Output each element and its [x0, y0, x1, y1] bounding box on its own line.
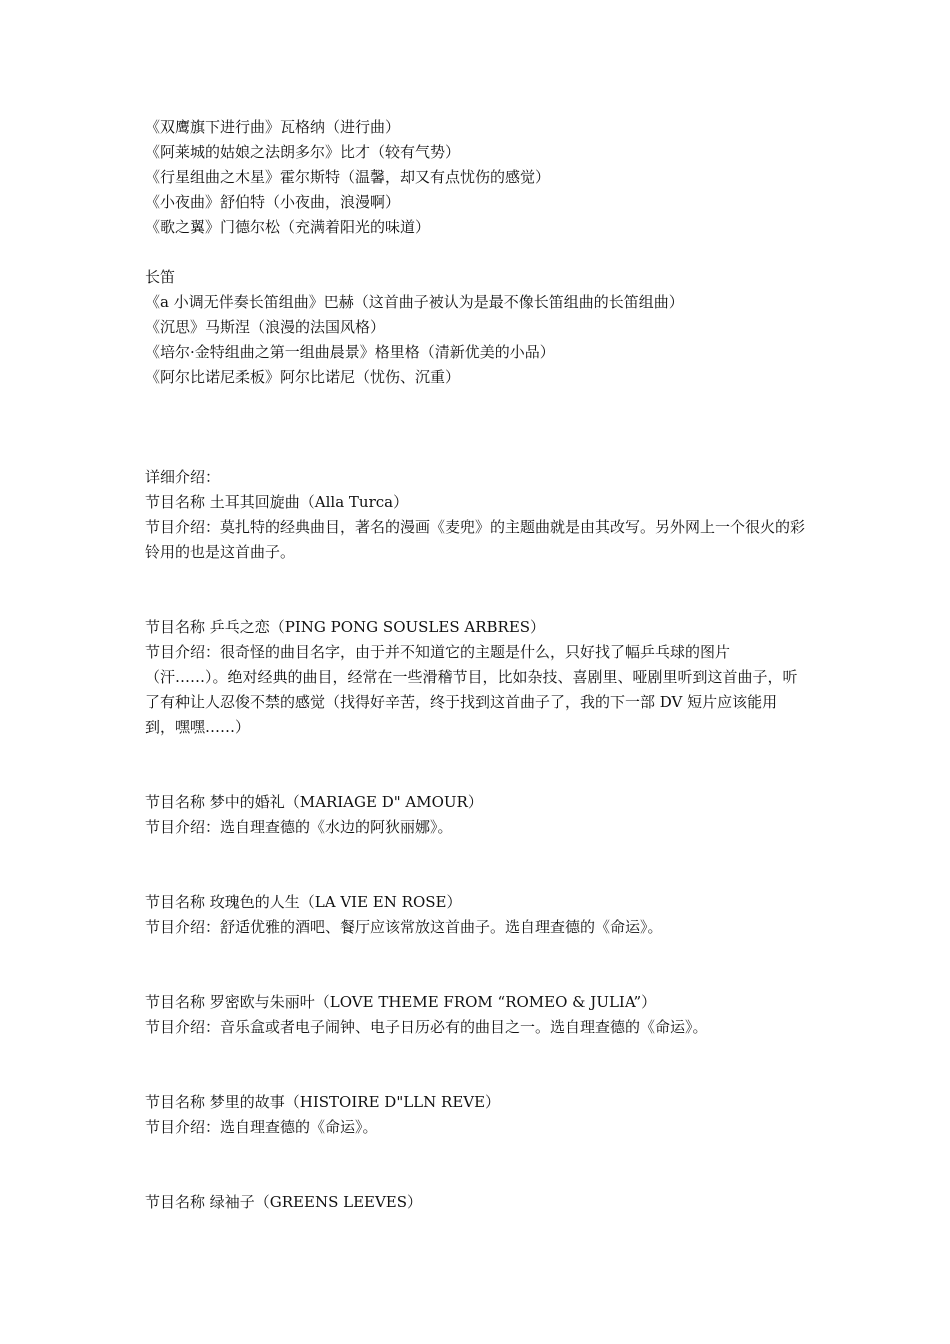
list-item: 《阿尔比诺尼柔板》阿尔比诺尼（忧伤、沉重） — [145, 368, 461, 386]
program-entry — [145, 1190, 810, 1215]
list-item: 《a 小调无伴奏长笛组曲》巴赫（这首曲子被认为是最不像长笛组曲的长笛组曲） — [145, 293, 684, 311]
program-name: 节目名称 玫瑰色的人生（LA VIE EN ROSE） — [145, 893, 462, 911]
program-name: 节目名称 土耳其回旋曲（Alla Turca） — [145, 493, 409, 511]
program-entry — [145, 1090, 810, 1140]
program-name: 节目名称 罗密欧与朱丽叶（LOVE THEME FROM “ROMEO & JULIA”） — [145, 993, 657, 1011]
spacer — [145, 840, 810, 890]
list-item: 《小夜曲》舒伯特（小夜曲，浪漫啊） — [145, 193, 401, 211]
program-entry — [145, 490, 810, 565]
program-description: 节目介绍：很奇怪的曲目名字，由于并不知道它的主题是什么，只好找了幅乒乓球的图片（汗……）。绝对经典的曲目，经常在一些滑稽节目，比如杂技、喜剧里、哑剧里听到这首曲子，听了有种让人忍俊不禁的感觉（找得好辛苦，终于找到这首曲子了，我的下一部 DV 短片应该能用到，嘿嘿……） — [145, 643, 798, 736]
program-description: 节目介绍：舒适优雅的酒吧、餐厅应该常放这首曲子。选自理查德的《命运》。 — [145, 918, 663, 936]
program-description: 节目介绍：音乐盒或者电子闹钟、电子日历必有的曲目之一。选自理查德的《命运》。 — [145, 1018, 708, 1036]
section-heading: 长笛 — [145, 268, 176, 286]
list-item: 《歌之翼》门德尔松（充满着阳光的味道） — [145, 218, 431, 236]
spacer — [145, 565, 810, 615]
program-description: 节目介绍：选自理查德的《命运》。 — [145, 1118, 378, 1136]
program-entry — [145, 615, 810, 740]
list-item: 《沉思》马斯涅（浪漫的法国风格） — [145, 318, 386, 336]
program-name: 节目名称 绿袖子（GREENS LEEVES） — [145, 1193, 423, 1211]
intro-list — [145, 115, 810, 240]
spacer — [145, 1140, 810, 1190]
program-name: 节目名称 梦中的婚礼（MARIAGE D" AMOUR） — [145, 793, 483, 811]
program-entry — [145, 790, 810, 840]
list-item: 《行星组曲之木星》霍尔斯特（温馨，却又有点忧伤的感觉） — [145, 168, 551, 186]
list-item: 《培尔·金特组曲之第一组曲晨景》格里格（清新优美的小品） — [145, 343, 555, 361]
program-description: 节目介绍：选自理查德的《水边的阿狄丽娜》。 — [145, 818, 453, 836]
spacer — [145, 240, 810, 265]
program-entry — [145, 890, 810, 940]
program-name: 节目名称 梦里的故事（HISTOIRE D"LLN REVE） — [145, 1093, 501, 1111]
program-name: 节目名称 乒乓之恋（PING PONG SOUSLES ARBRES） — [145, 618, 546, 636]
section-heading: 详细介绍： — [145, 468, 221, 486]
program-description: 节目介绍：莫扎特的经典曲目，著名的漫画《麦兜》的主题曲就是由其改写。另外网上一个很火的彩铃用的也是这首曲子。 — [145, 518, 806, 561]
list-item: 《阿莱城的姑娘之法朗多尔》比才（较有气势） — [145, 143, 461, 161]
program-entry — [145, 990, 810, 1040]
spacer — [145, 390, 810, 465]
details-section — [145, 465, 810, 1215]
spacer — [145, 940, 810, 990]
spacer — [145, 740, 810, 790]
spacer — [145, 1040, 810, 1090]
flute-section — [145, 265, 810, 390]
list-item: 《双鹰旗下进行曲》瓦格纳（进行曲） — [145, 118, 401, 136]
